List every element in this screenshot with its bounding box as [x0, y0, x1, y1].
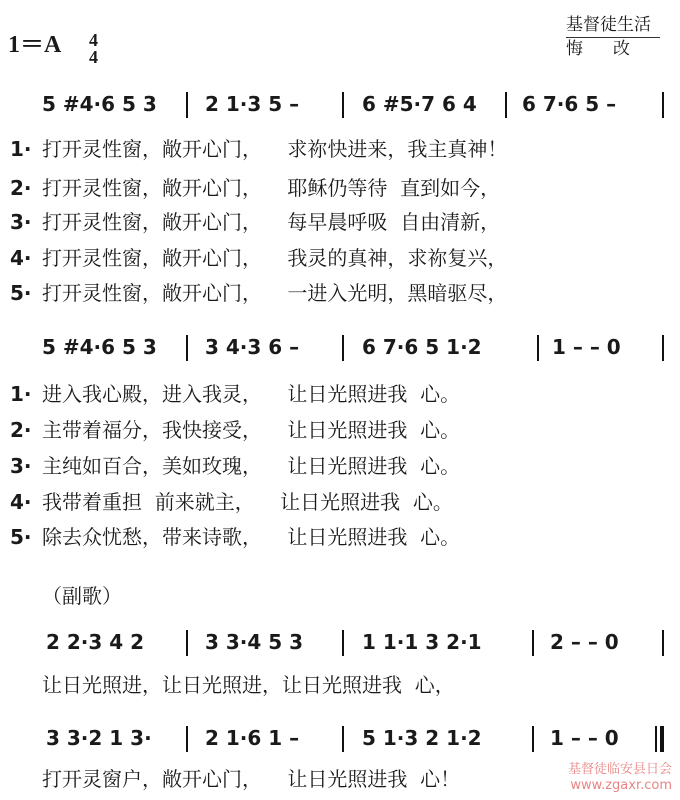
- notation-row: [0, 92, 680, 126]
- verse-line: 4· 我带着重担 前来就主， 让日光照进我 心。: [10, 490, 453, 514]
- chorus-label: （副歌）: [42, 584, 122, 608]
- chorus-line: 打开灵窗户，敞开心门， 让日光照进我 心！: [42, 767, 461, 791]
- notation-row: [0, 726, 680, 760]
- bar-line: [342, 726, 344, 752]
- bar-line: [186, 726, 188, 752]
- measure: 5 #4·6 5 3: [42, 92, 157, 116]
- verse-line: 5· 打开灵性窗，敞开心门， 一进入光明，黑暗驱尽，: [10, 281, 508, 305]
- final-bar-line-thin: [655, 726, 657, 752]
- measure: 6 #5·7 6 4: [362, 92, 477, 116]
- bar-line: [342, 630, 344, 656]
- time-signature-top: 4: [89, 30, 98, 50]
- measure: 3 4·3 6 –: [205, 335, 300, 359]
- bar-line: [186, 92, 188, 118]
- measure: 2 1·3 5 –: [205, 92, 300, 116]
- verse-line: 2· 主带着福分，我快接受， 让日光照进我 心。: [10, 418, 461, 442]
- credit-note: 悔改: [566, 39, 660, 59]
- measure: 1 – – 0: [552, 335, 621, 359]
- measure: 2 2·3 4 2: [46, 630, 145, 654]
- bar-line: [342, 92, 344, 118]
- song-credit: [566, 14, 660, 61]
- measure: 3 3·4 5 3: [205, 630, 304, 654]
- verse-line: 3· 打开灵性窗，敞开心门， 每早晨呼吸 自由清新，: [10, 210, 501, 234]
- bar-line: [532, 630, 534, 656]
- bar-line: [662, 630, 664, 656]
- measure: 2 – – 0: [550, 630, 619, 654]
- verse-line: 1· 打开灵性窗，敞开心门， 求祢快进来，我主真神！: [10, 137, 508, 161]
- bar-line: [186, 630, 188, 656]
- verse-line: 1· 进入我心殿，进入我灵， 让日光照进我 心。: [10, 382, 461, 406]
- measure: 6 7·6 5 1·2: [362, 335, 482, 359]
- measure: 1 1·1 3 2·1: [362, 630, 482, 654]
- measure: 5 1·3 2 1·2: [362, 726, 482, 750]
- bar-line: [537, 335, 539, 361]
- bar-line: [342, 335, 344, 361]
- final-bar-line-thick: [660, 726, 664, 752]
- bar-line: [186, 335, 188, 361]
- key-signature: 1＝A: [8, 32, 62, 58]
- verse-line: 5· 除去众忧愁，带来诗歌， 让日光照进我 心。: [10, 525, 461, 549]
- notation-row: [0, 630, 680, 664]
- notation-row: [0, 335, 680, 369]
- measure: 1 – – 0: [550, 726, 619, 750]
- time-signature: [89, 32, 98, 66]
- bar-line: [532, 726, 534, 752]
- bar-line: [505, 92, 507, 118]
- bar-line: [662, 335, 664, 361]
- time-signature-bottom: 4: [89, 47, 98, 67]
- watermark: 基督徒临安县日会 www.zgaxr.com: [567, 762, 672, 793]
- measure: 5 #4·6 5 3: [42, 335, 157, 359]
- measure: 6 7·6 5 –: [522, 92, 617, 116]
- bar-line: [662, 92, 664, 118]
- chorus-line: 让日光照进，让日光照进，让日光照进我 心，: [42, 673, 455, 697]
- verse-line: 3· 主纯如百合，美如玫瑰， 让日光照进我 心。: [10, 454, 461, 478]
- measure: 3 3·2 1 3·: [46, 726, 152, 750]
- measure: 2 1·6 1 –: [205, 726, 300, 750]
- verse-line: 4· 打开灵性窗，敞开心门， 我灵的真神，求祢复兴，: [10, 246, 508, 270]
- credit-source: 基督徒生活: [566, 14, 660, 38]
- verse-line: 2· 打开灵性窗，敞开心门， 耶稣仍等待 直到如今，: [10, 176, 501, 200]
